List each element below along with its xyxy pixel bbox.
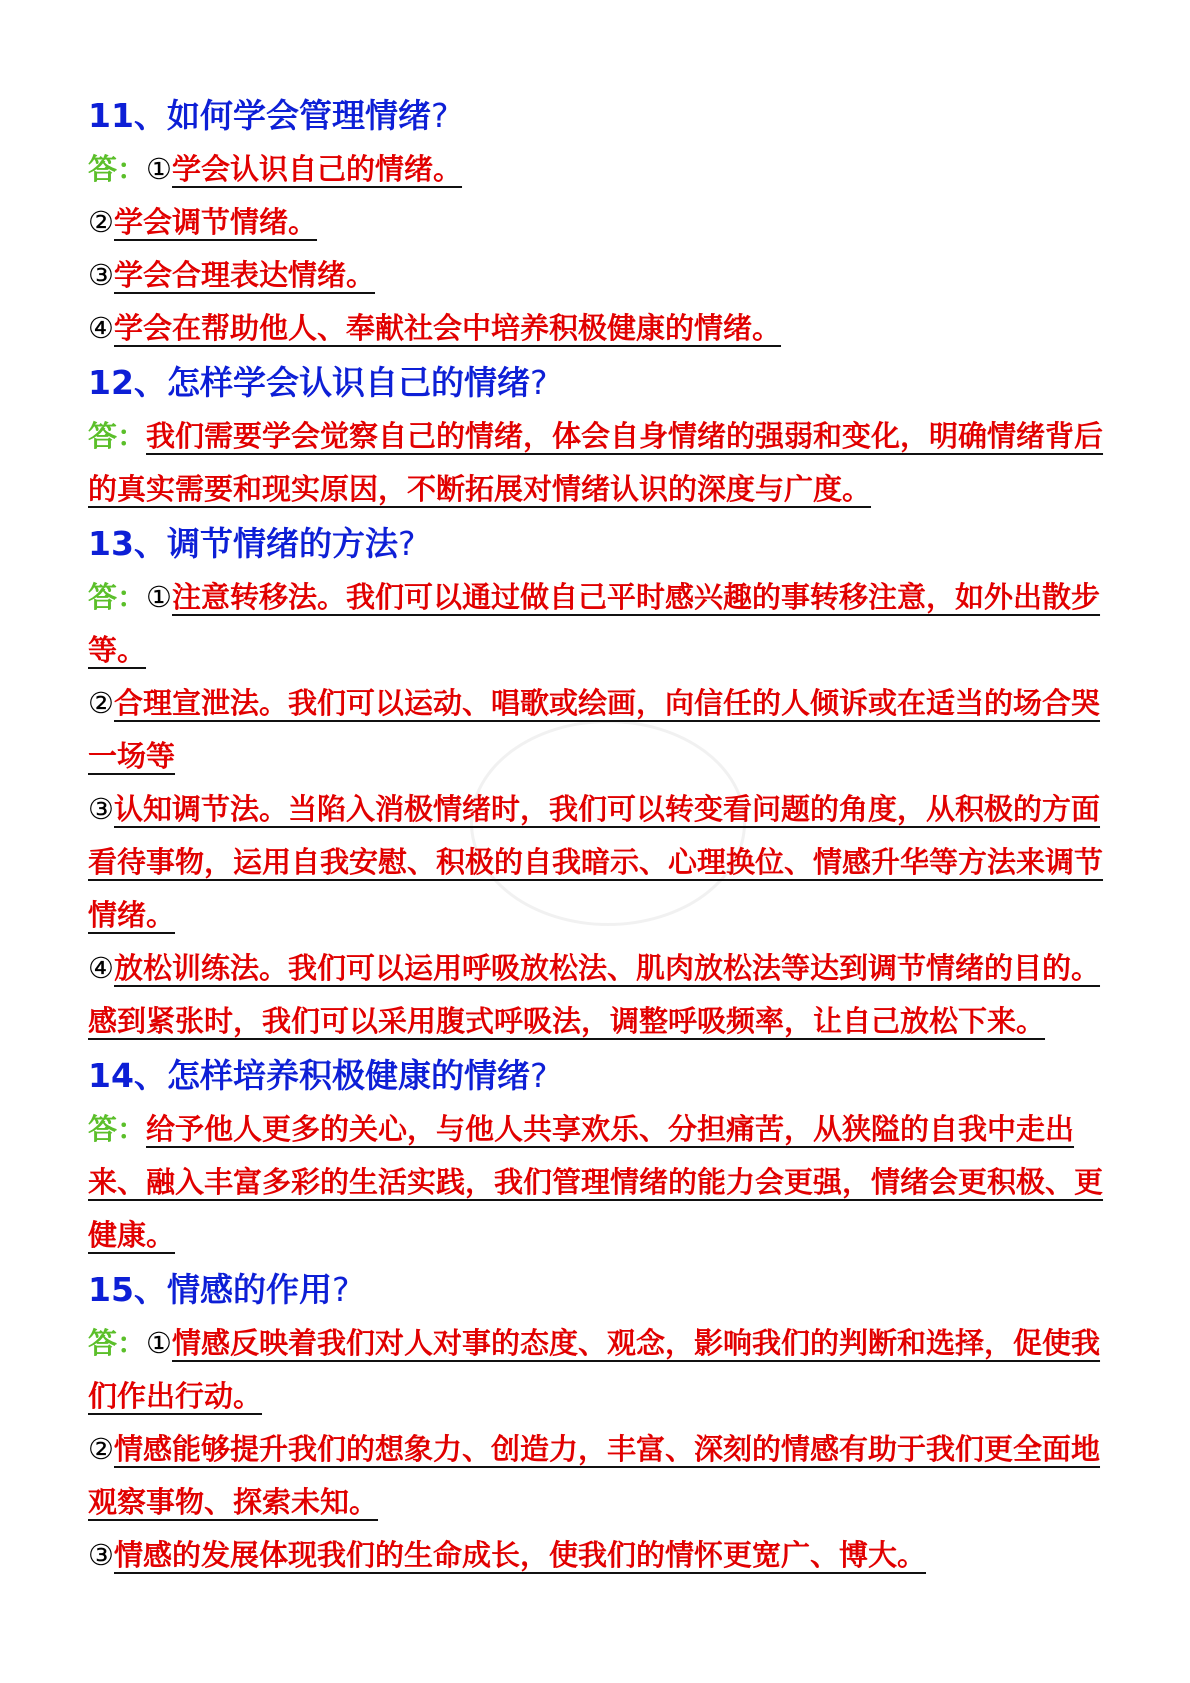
answer-marker: ④ [88,311,114,345]
question-mark: ? [529,1056,548,1095]
answer-line [88,143,1116,196]
answer-marker: ② [88,686,114,720]
answer-text: 认知调节法。当陷入消极情绪时，我们可以转变看问题的角度，从积极的方面看待事物，运用自我安慰、积极的自我暗示、心理换位、情感升华等方法来调节情绪。 [88,792,1104,932]
question-heading [88,1048,1116,1103]
question-mark: ? [397,524,416,563]
answer-line [88,571,1116,677]
answer-line [88,677,1116,783]
answer-line [88,1103,1116,1262]
question-heading [88,516,1116,571]
answer-marker: ③ [88,258,114,292]
answer-text: 学会在帮助他人、奉献社会中培养积极健康的情绪。 [114,311,782,345]
question-number: 11、 [88,96,167,135]
answer-line [88,410,1116,516]
qa-item-15 [88,1262,1116,1582]
answer-text: 情感反映着我们对人对事的态度、观念，影响我们的判断和选择，促使我们作出行动。 [88,1326,1101,1413]
question-number: 13、 [88,524,167,563]
answer-text: 给予他人更多的关心，与他人共享欢乐、分担痛苦，从狭隘的自我中走出来、融入丰富多彩的生活实践，我们管理情绪的能力会更强，情绪会更积极、更健康。 [88,1112,1104,1252]
qa-item-13 [88,516,1116,1048]
question-text: 怎样培养积极健康的情绪 [166,1056,530,1095]
question-number: 12、 [88,363,167,402]
answer-text: 注意转移法。我们可以通过做自己平时感兴趣的事转移注意，如外出散步等。 [88,580,1101,667]
answer-text: 学会合理表达情绪。 [114,258,376,292]
answer-marker: ③ [88,1538,114,1572]
question-mark: ? [529,363,548,402]
qa-item-12 [88,355,1116,516]
answer-marker: ① [146,580,173,614]
answer-line [88,783,1116,942]
answer-text: 合理宣泄法。我们可以运动、唱歌或绘画，向信任的人倾诉或在适当的场合哭一场等 [88,686,1101,773]
answer-marker: ① [146,152,173,186]
answer-prefix: 答： [88,419,147,453]
answer-text: 学会调节情绪。 [114,205,318,239]
answer-line [88,1423,1116,1529]
question-heading [88,88,1116,143]
answer-prefix: 答： [88,1326,147,1360]
answer-marker: ① [146,1326,173,1360]
answer-line [88,249,1116,302]
question-heading [88,1262,1116,1317]
answer-text: 放松训练法。我们可以运用呼吸放松法、肌肉放松法等达到调节情绪的目的。感到紧张时，我们可以采用腹式呼吸法，调整呼吸频率，让自己放松下来。 [88,951,1101,1038]
answer-text: 学会认识自己的情绪。 [172,152,463,186]
answer-line [88,302,1116,355]
question-text: 怎样学会认识自己的情绪 [166,363,530,402]
qa-item-14 [88,1048,1116,1262]
answer-text: 我们需要学会觉察自己的情绪，体会自身情绪的强弱和变化，明确情绪背后的真实需要和现实原因，不断拓展对情绪认识的深度与广度。 [88,419,1104,506]
question-mark: ? [430,96,449,135]
answer-prefix: 答： [88,152,147,186]
question-number: 14、 [88,1056,167,1095]
document-page [88,88,1116,1582]
answer-line [88,196,1116,249]
answer-marker: ④ [88,951,114,985]
answer-marker: ③ [88,792,114,826]
question-text: 调节情绪的方法 [166,524,398,563]
answer-prefix: 答： [88,580,147,614]
question-text: 如何学会管理情绪 [166,96,431,135]
answer-line [88,1529,1116,1582]
qa-item-11 [88,88,1116,355]
answer-text: 情感能够提升我们的想象力、创造力，丰富、深刻的情感有助于我们更全面地观察事物、探索未知。 [88,1432,1101,1519]
answer-marker: ② [88,1432,114,1466]
question-number: 15、 [88,1270,167,1309]
answer-line [88,1317,1116,1423]
question-heading [88,355,1116,410]
answer-text: 情感的发展体现我们的生命成长，使我们的情怀更宽广、博大。 [114,1538,927,1572]
question-text: 情感的作用 [166,1270,332,1309]
answer-line [88,942,1116,1048]
answer-prefix: 答： [88,1112,147,1146]
question-mark: ? [331,1270,350,1309]
answer-marker: ② [88,205,114,239]
